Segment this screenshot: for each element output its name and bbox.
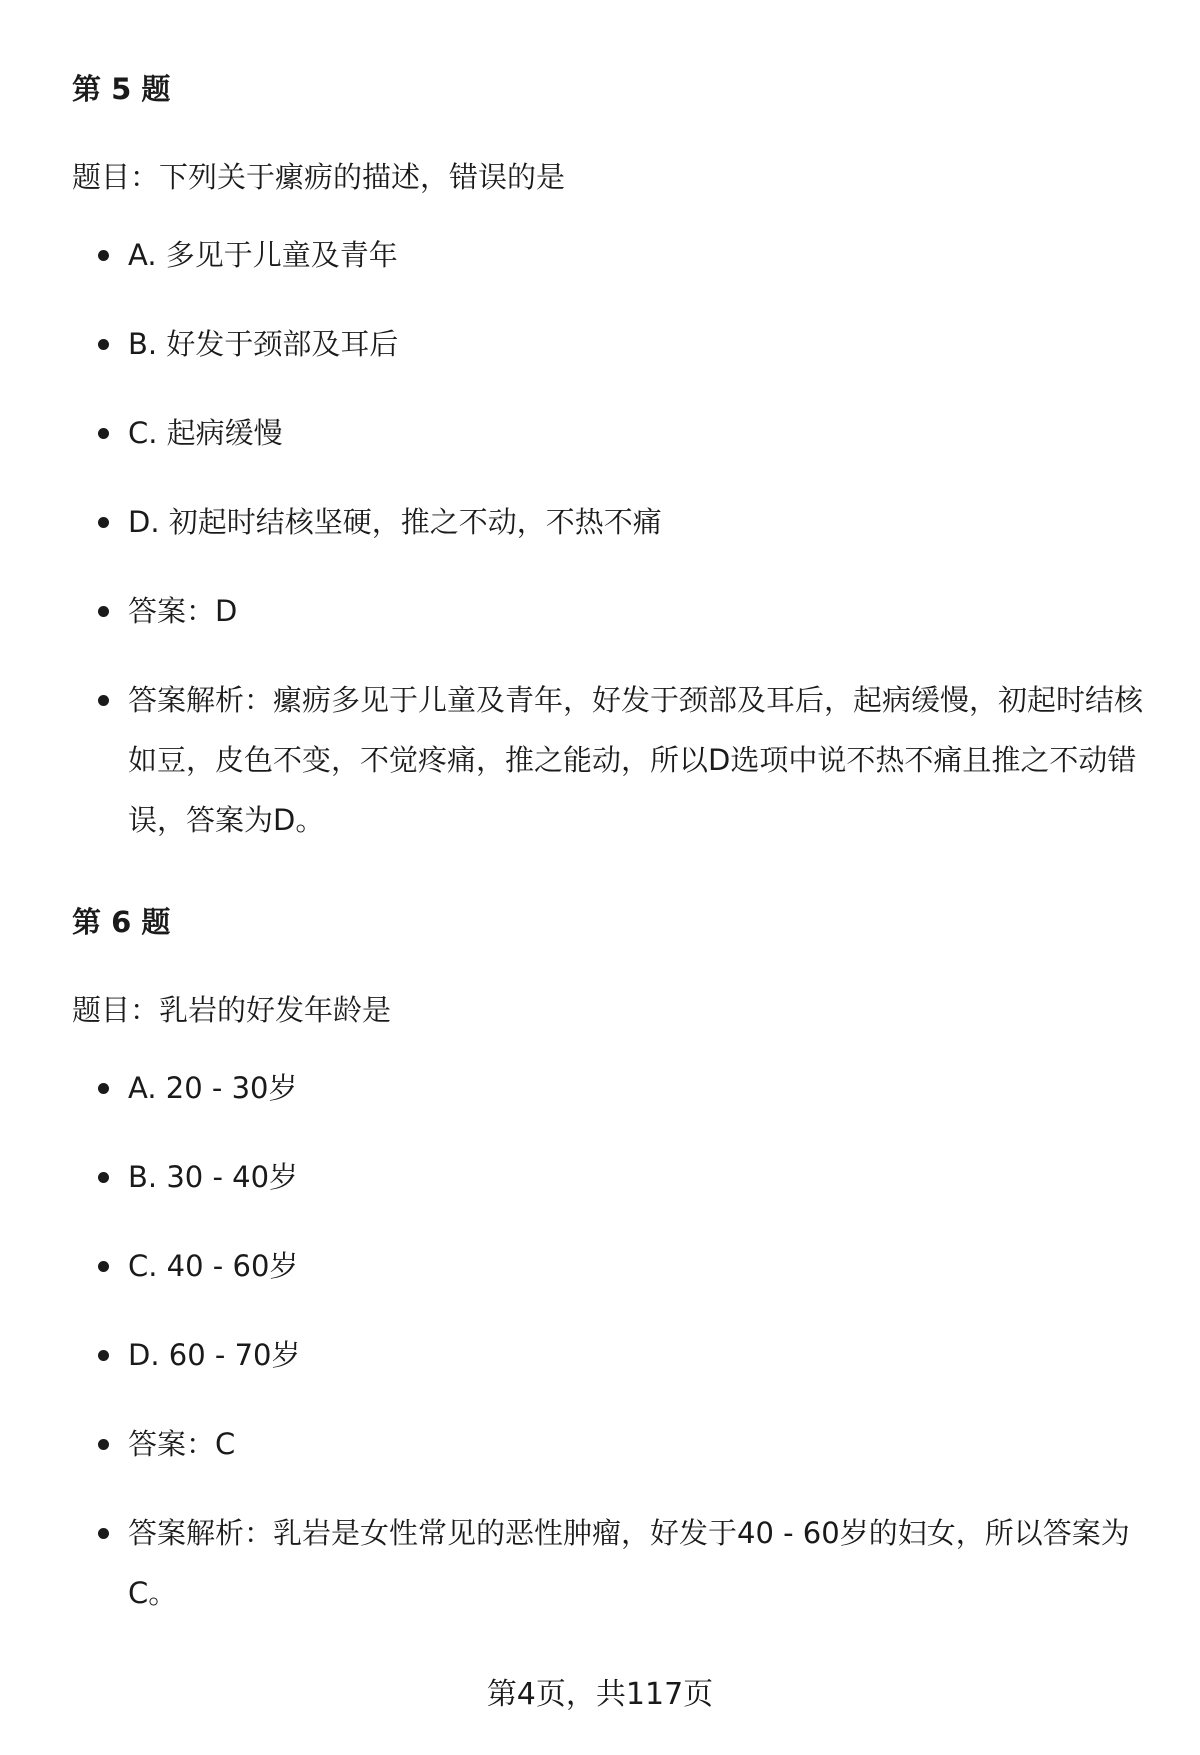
option-c [72, 1236, 1152, 1296]
explanation-text: 答案解析：瘰疬多见于儿童及青年，好发于颈部及耳后，起病缓慢，初起时结核如豆，皮色不变，不觉疼痛，推之能动，所以D选项中说不热不痛且推之不动错误，答案为D。 [128, 683, 1144, 837]
bullet-icon [98, 517, 109, 528]
answer-text: 答案：D [128, 594, 238, 628]
question-stem: 题目：乳岩的好发年龄是 [72, 993, 392, 1027]
answer-text: 答案：C [128, 1427, 236, 1461]
bullet-icon [98, 695, 109, 706]
question-stem: 题目：下列关于瘰疬的描述，错误的是 [72, 160, 566, 194]
bullet-icon [98, 250, 109, 261]
option-b [72, 1147, 1152, 1207]
option-text: A. 20 - 30岁 [128, 1071, 298, 1105]
answer [72, 1414, 1152, 1474]
option-a [72, 225, 1152, 285]
option-list [72, 225, 1152, 850]
bullet-icon [98, 1172, 109, 1183]
bullet-icon [98, 1350, 109, 1361]
option-list [72, 1058, 1152, 1623]
option-d [72, 492, 1152, 552]
option-text: A. 多见于儿童及青年 [128, 238, 398, 272]
bullet-icon [98, 1439, 109, 1450]
option-text: B. 30 - 40岁 [128, 1160, 299, 1194]
bullet-icon [98, 1083, 109, 1094]
bullet-icon [98, 339, 109, 350]
option-d [72, 1325, 1152, 1385]
option-text: C. 起病缓慢 [128, 416, 283, 450]
page-number-footer: 第4页，共117页 [486, 1677, 714, 1712]
bullet-icon [98, 1528, 109, 1539]
bullet-icon [98, 428, 109, 439]
bullet-icon [98, 1261, 109, 1272]
option-text: C. 40 - 60岁 [128, 1249, 299, 1283]
option-text: B. 好发于颈部及耳后 [128, 327, 399, 361]
answer-explanation [72, 670, 1152, 850]
question-5 [72, 69, 1152, 850]
explanation-text: 答案解析：乳岩是女性常见的恶性肿瘤，好发于40 - 60岁的妇女，所以答案为C。 [128, 1516, 1130, 1610]
question-6 [72, 902, 1152, 1623]
bullet-icon [98, 606, 109, 617]
option-text: D. 60 - 70岁 [128, 1338, 301, 1372]
question-heading: 第 6 题 [72, 905, 171, 939]
question-heading: 第 5 题 [72, 72, 171, 106]
option-c [72, 403, 1152, 463]
answer-explanation [72, 1503, 1152, 1623]
option-text: D. 初起时结核坚硬，推之不动，不热不痛 [128, 505, 662, 539]
answer [72, 581, 1152, 641]
option-a [72, 1058, 1152, 1118]
option-b [72, 314, 1152, 374]
